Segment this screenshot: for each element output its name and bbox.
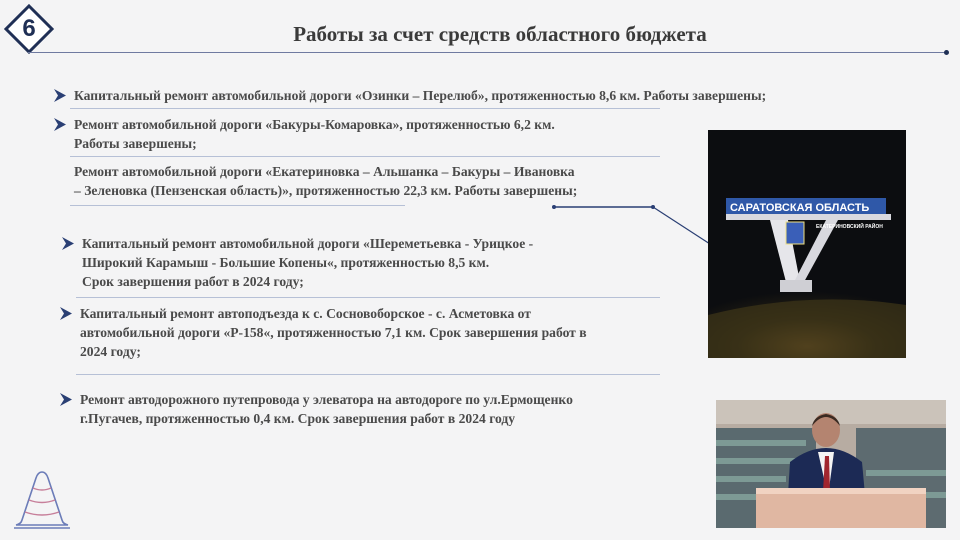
- item-line: Ремонт автодорожного путепровода у элеватора на автодороге по ул.Ермощенко: [80, 392, 573, 407]
- item-divider: [70, 108, 660, 109]
- item-divider: [70, 205, 405, 206]
- slide-number-badge: [4, 4, 54, 54]
- list-item: [80, 390, 700, 428]
- item-line: Капитальный ремонт автомобильной дороги «Шереметьевка - Урицкое -: [82, 236, 534, 251]
- list-item: [74, 162, 714, 200]
- list-item: [74, 115, 694, 153]
- sign-text: САРАТОВСКАЯ ОБЛАСТЬ: [730, 202, 870, 214]
- item-line: Широкий Карамыш - Большие Копены«, протяженностью 8,5 км.: [82, 255, 490, 270]
- chevron-right-icon: [54, 118, 66, 131]
- slide-title: Работы за счет средств областного бюджета: [293, 22, 707, 46]
- item-divider: [76, 297, 660, 298]
- title-divider: [28, 52, 948, 53]
- road-sign-illustration: [708, 130, 906, 358]
- item-line: автомобильной дороги «Р-158«, протяженностью 7,1 км. Срок завершения работ в: [80, 325, 587, 340]
- item-line: Капитальный ремонт автоподъезда к с. Сосновоборское - с. Асметовка от: [80, 306, 531, 321]
- slide-number: 6: [22, 15, 36, 42]
- item-divider: [70, 156, 660, 157]
- item-line: Срок завершения работ в 2024 году;: [82, 274, 304, 289]
- item-line: Работы завершены;: [74, 136, 197, 151]
- chevron-right-icon: [54, 89, 66, 102]
- item-line: Капитальный ремонт автомобильной дороги «Озинки – Перелюб», протяженностью 8,6 км. Работы завершены;: [74, 88, 767, 103]
- chevron-right-icon: [62, 237, 74, 250]
- speaker-photo: [716, 400, 946, 528]
- road-sign-photo: [708, 130, 906, 358]
- item-line: 2024 году;: [80, 344, 141, 359]
- speaker-illustration: [716, 400, 946, 528]
- list-item: [80, 304, 700, 361]
- item-line: г.Пугачев, протяженностью 0,4 км. Срок завершения работ в 2024 году: [80, 411, 516, 426]
- chevron-right-icon: [60, 393, 72, 406]
- item-divider: [76, 374, 660, 375]
- list-item: [74, 86, 904, 105]
- item-line: – Зеленовка (Пензенская область)», протяженностью 22,3 км. Работы завершены;: [74, 183, 578, 198]
- item-line: Ремонт автомобильной дороги «Бакуры-Комаровка», протяженностью 6,2 км.: [74, 117, 555, 132]
- logo-icon: [10, 468, 74, 532]
- title-divider-dot: [944, 50, 949, 55]
- list-item: [82, 234, 682, 291]
- sign-subtext: ЕКАТЕРИНОВСКИЙ РАЙОН: [816, 224, 883, 230]
- item-line: Ремонт автомобильной дороги «Екатериновка – Альшанка – Бакуры – Ивановка: [74, 164, 575, 179]
- chevron-right-icon: [60, 307, 72, 320]
